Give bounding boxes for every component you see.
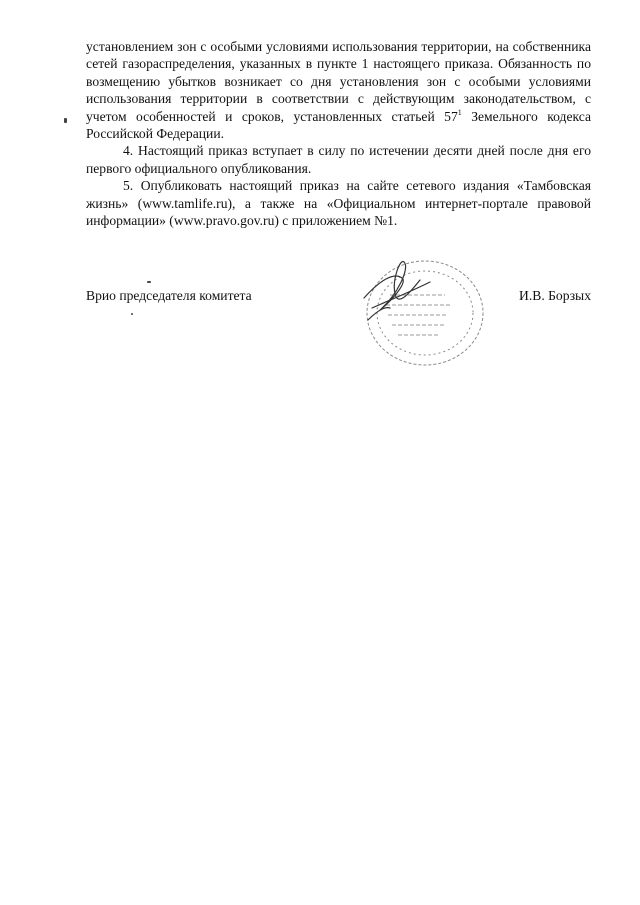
paragraph-continuation [86,38,591,142]
official-seal-stamp [350,250,500,380]
article-superscript: 1 [457,107,462,117]
signature-row [86,287,591,307]
paragraph-4: 4. Настоящий приказ вступает в силу по истечении десяти дней после дня его первого официального опубликования. [86,143,591,176]
paragraph-5: 5. Опубликовать настоящий приказ на сайте сетевого издания «Тамбовская жизнь» (www.tamlife.ru), а также на «Официальном интернет-портале правовой информации» (www.pravo.gov.ru) с приложением №1. [86,178,591,229]
document-body [86,38,591,229]
signatory-position: Врио председателя комитета [86,288,252,303]
paragraph-text: установлением зон с особыми условиями использования территории, на собственника сетей газораспределения, указанных в пункте 1 настоящего приказа. Обязанность по возмещению убытков возникает со дня установления зон с особыми условиями использования территории в соответствии с действующим законодательством, с учетом особенностей и сроков, установленных статьей 57 [86,39,591,124]
signatory-name: И.В. Борзых [519,288,591,303]
margin-mark [64,118,67,123]
paragraph-text-end: Земельного кодекса Российской Федерации. [86,108,591,142]
margin-mark [147,281,151,283]
margin-mark [131,313,133,315]
